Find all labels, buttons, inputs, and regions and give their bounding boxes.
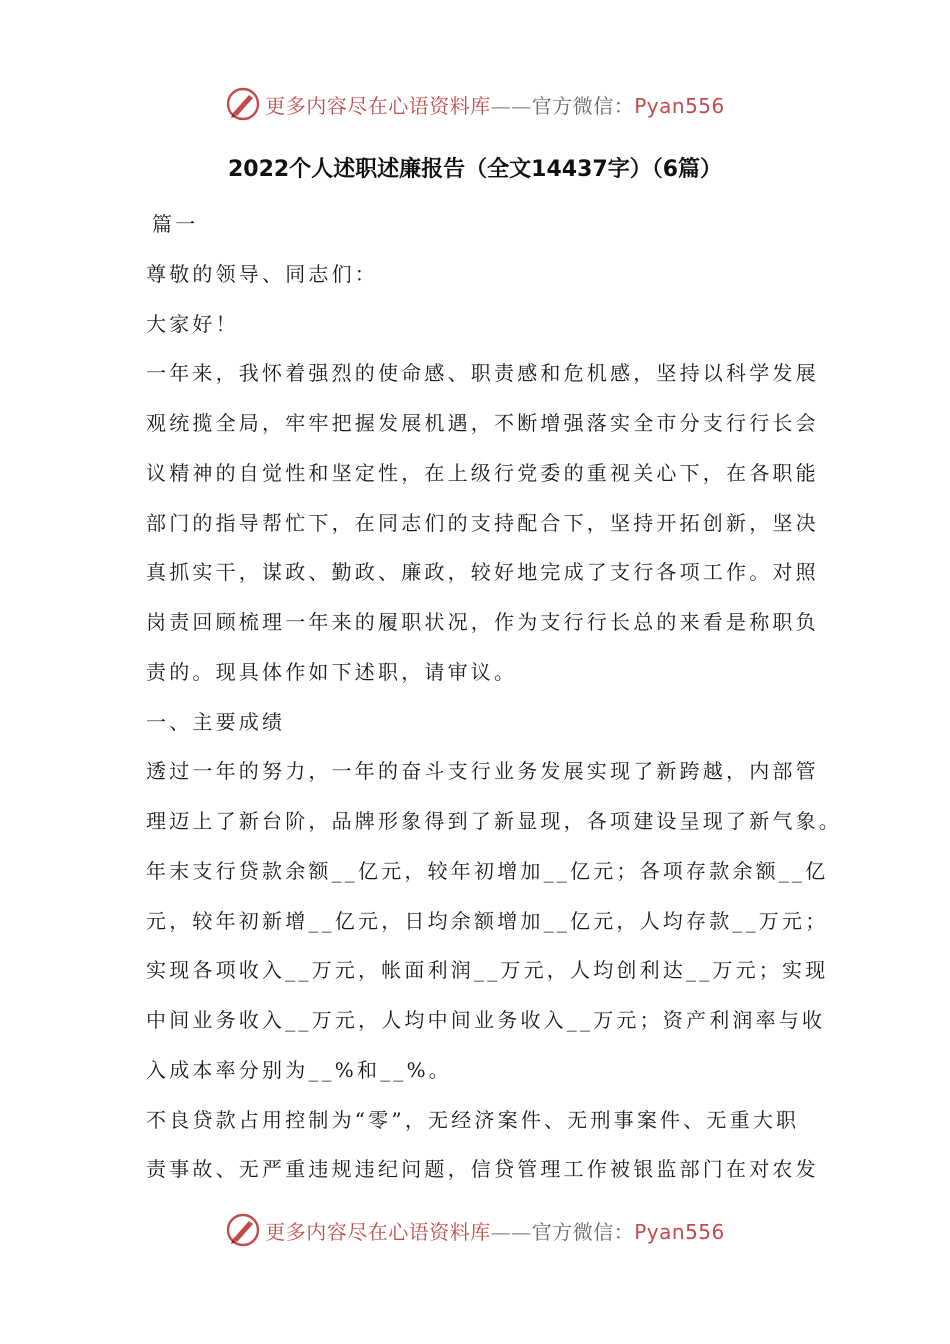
paragraph-line: 元，较年初新增__亿元，日均余额增加__亿元，人均存款__万元；	[146, 908, 829, 933]
subheading: 一、主要成绩	[146, 709, 286, 734]
pen-logo-icon	[225, 1212, 261, 1248]
section-heading: 篇一	[152, 212, 199, 236]
watermark-prefix: 更多内容尽在心语资料库	[265, 93, 491, 118]
paragraph-line: 实现各项收入__万元，帐面利润__万元，人均创利达__万元；实现	[146, 958, 829, 983]
watermark-prefix: 更多内容尽在心语资料库	[265, 1219, 491, 1244]
paragraph-line: 观统揽全局，牢牢把握发展机遇，不断增强落实全市分支行行长会	[146, 411, 819, 435]
watermark-text	[265, 1216, 725, 1245]
watermark-label: 官方微信：	[531, 93, 635, 118]
pen-logo-icon	[225, 86, 261, 122]
paragraph-line: 真抓实干，谋政、勤政、廉政，较好地完成了支行各项工作。对照	[146, 560, 819, 585]
paragraph-line: 议精神的自觉性和坚定性，在上级行党委的重视关心下，在各职能	[146, 460, 819, 485]
paragraph-line: 责的。现具体作如下述职，请审议。	[146, 659, 518, 684]
paragraph-line: 责事故、无严重违规违纪问题，信贷管理工作被银监部门在对农发	[146, 1157, 819, 1182]
watermark-footer	[0, 1210, 950, 1250]
paragraph-line: 透过一年的努力，一年的奋斗支行业务发展实现了新跨越，内部管	[146, 759, 819, 784]
paragraph-line: 入成本率分别为__%和__%。	[146, 1057, 453, 1082]
watermark-text	[265, 90, 725, 119]
paragraph-line: 理迈上了新台阶，品牌形象得到了新显现，各项建设呈现了新气象。	[146, 809, 842, 833]
watermark-dash: ——	[490, 93, 532, 118]
document-body	[146, 200, 842, 1195]
watermark-id: Pyan556	[634, 1219, 725, 1244]
watermark-id: Pyan556	[634, 93, 725, 118]
paragraph-line: 不良贷款占用控制为“零”，无经济案件、无刑事案件、无重大职	[146, 1107, 800, 1132]
salutation: 尊敬的领导、同志们：	[146, 261, 378, 286]
paragraph-line: 岗责回顾梳理一年来的履职状况，作为支行行长总的来看是称职负	[146, 610, 819, 634]
watermark-dash: ——	[490, 1219, 532, 1244]
paragraph-line: 中间业务收入__万元，人均中间业务收入__万元；资产利润率与收	[146, 1008, 826, 1032]
greeting: 大家好！	[146, 311, 239, 336]
watermark-header	[0, 84, 950, 124]
paragraph-line: 年末支行贷款余额__亿元，较年初增加__亿元；各项存款余额__亿	[146, 858, 829, 883]
paragraph-line: 一年来，我怀着强烈的使命感、职责感和危机感，坚持以科学发展	[146, 361, 819, 386]
paragraph-line: 部门的指导帮忙下，在同志们的支持配合下，坚持开拓创新，坚决	[146, 510, 819, 535]
watermark-label: 官方微信：	[531, 1219, 635, 1244]
document-title: 2022个人述职述廉报告（全文14437字）（6篇）	[227, 157, 723, 182]
